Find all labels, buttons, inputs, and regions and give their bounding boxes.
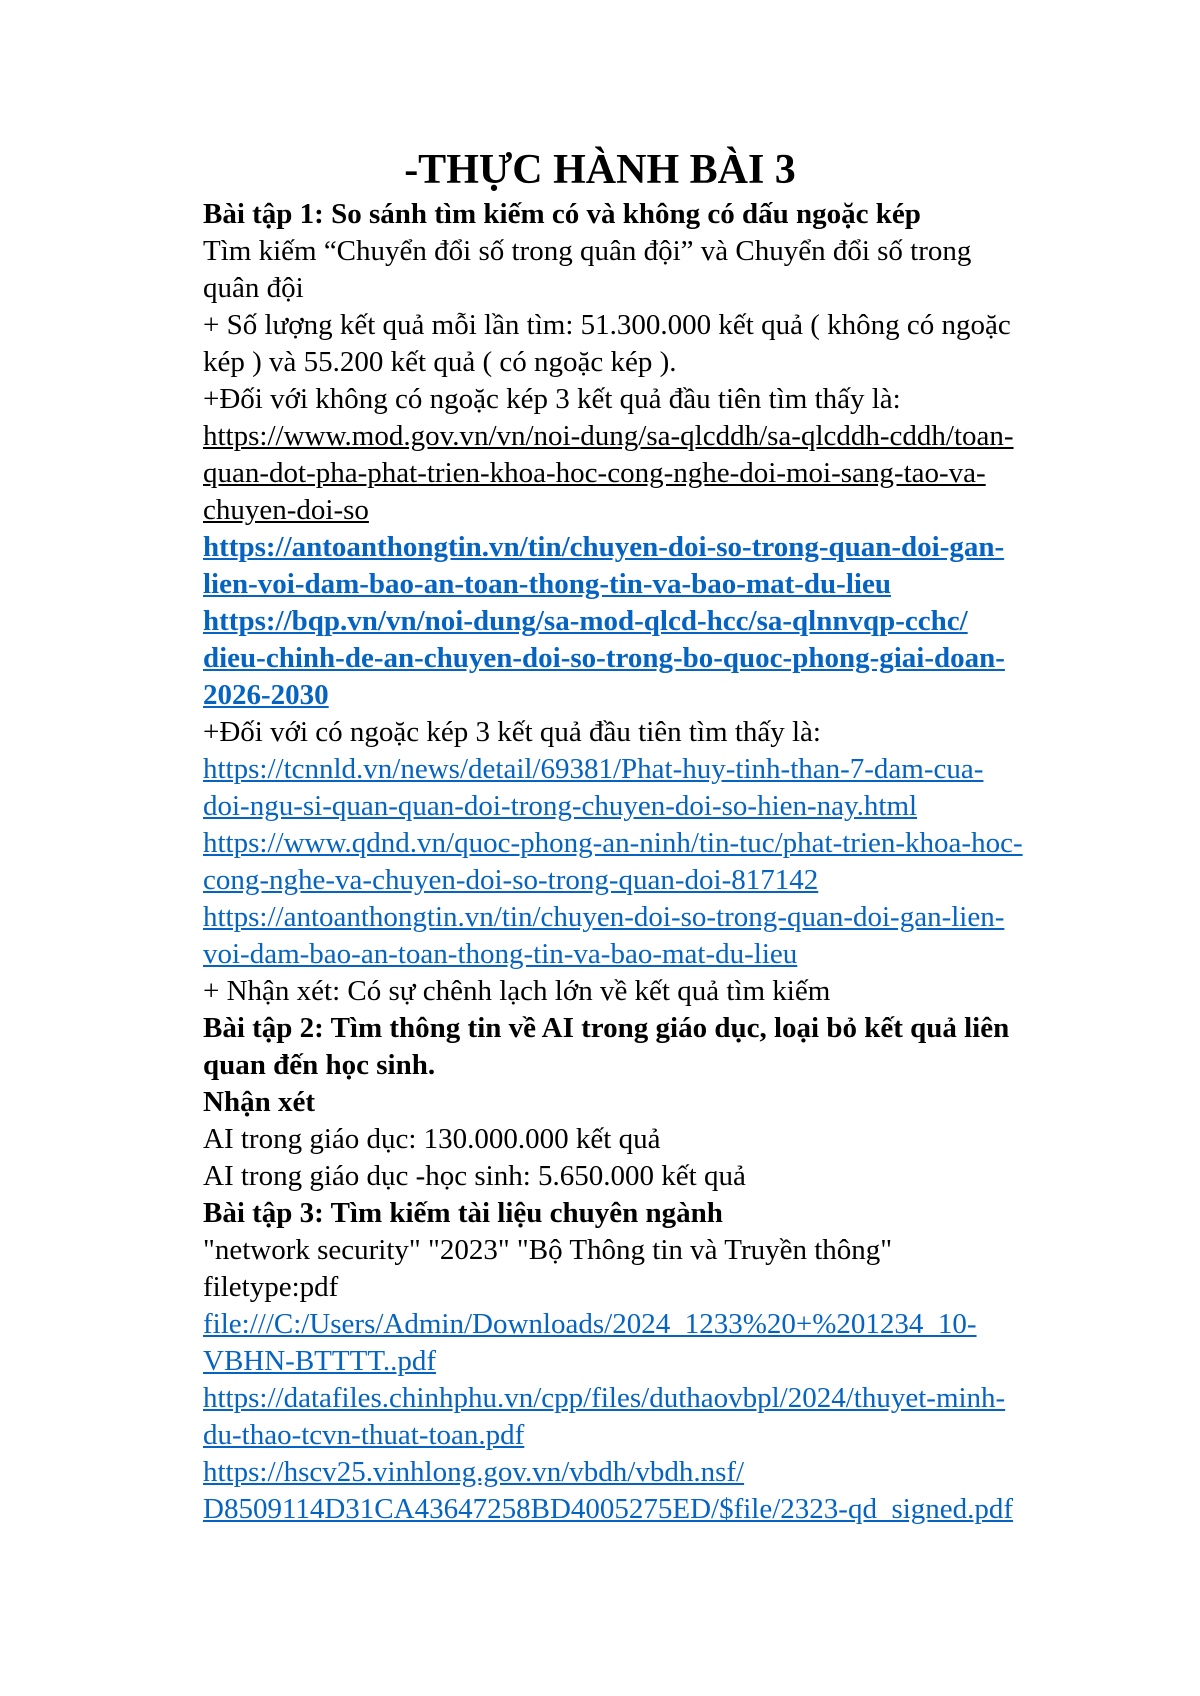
hyperlink-line[interactable]: 2026-2030 bbox=[203, 679, 329, 711]
text-line: + Nhận xét: Có sự chênh lạch lớn về kết quả tìm kiếm bbox=[203, 975, 831, 1007]
heading-line: Bài tập 2: Tìm thông tin về AI trong giáo dục, loại bỏ kết quả liên bbox=[203, 1012, 1010, 1044]
hyperlink-line[interactable]: lien-voi-dam-bao-an-toan-thong-tin-va-bao-mat-du-lieu bbox=[203, 568, 891, 600]
text-line: +Đối với không có ngoặc kép 3 kết quả đầu tiên tìm thấy là: bbox=[203, 383, 901, 415]
text-line: AI trong giáo dục: 130.000.000 kết quả bbox=[203, 1123, 661, 1155]
hyperlink-line[interactable]: du-thao-tcvn-thuat-toan.pdf bbox=[203, 1419, 525, 1451]
hyperlink-line[interactable]: cong-nghe-va-chuyen-doi-so-trong-quan-doi-817142 bbox=[203, 864, 819, 896]
text-line: quân đội bbox=[203, 272, 304, 304]
text-line: filetype:pdf bbox=[203, 1271, 339, 1303]
hyperlink-line[interactable]: https://hscv25.vinhlong.gov.vn/vbdh/vbdh.nsf/ bbox=[203, 1456, 745, 1488]
hyperlink-line[interactable]: quan-dot-pha-phat-trien-khoa-hoc-cong-nghe-doi-moi-sang-tao-va- bbox=[203, 457, 986, 489]
document-body bbox=[203, 196, 1153, 1528]
hyperlink-line[interactable]: https://antoanthongtin.vn/tin/chuyen-doi-so-trong-quan-doi-gan- bbox=[203, 531, 1005, 563]
hyperlink-line[interactable]: VBHN-BTTTT..pdf bbox=[203, 1345, 437, 1377]
hyperlink-line[interactable]: https://tcnnld.vn/news/detail/69381/Phat-huy-tinh-than-7-dam-cua- bbox=[203, 753, 984, 785]
hyperlink-line[interactable]: dieu-chinh-de-an-chuyen-doi-so-trong-bo-quoc-phong-giai-doan- bbox=[203, 642, 1005, 674]
heading-line: quan đến học sinh. bbox=[203, 1049, 436, 1081]
hyperlink-line[interactable]: D8509114D31CA43647258BD4005275ED/$file/2323-qd_signed.pdf bbox=[203, 1493, 1014, 1525]
text-line: + Số lượng kết quả mỗi lần tìm: 51.300.000 kết quả ( không có ngoặc bbox=[203, 309, 1011, 341]
hyperlink-line[interactable]: https://bqp.vn/vn/noi-dung/sa-mod-qlcd-hcc/sa-qlnnvqp-cchc/ bbox=[203, 605, 968, 637]
text-line: "network security" "2023" "Bộ Thông tin và Truyền thông" bbox=[203, 1234, 893, 1266]
text-line: AI trong giáo dục -học sinh: 5.650.000 kết quả bbox=[203, 1160, 746, 1192]
hyperlink-line[interactable]: https://antoanthongtin.vn/tin/chuyen-doi-so-trong-quan-doi-gan-lien- bbox=[203, 901, 1005, 933]
document-title: -THỰC HÀNH BÀI 3 bbox=[404, 147, 796, 193]
hyperlink-line[interactable]: chuyen-doi-so bbox=[203, 494, 369, 526]
hyperlink-line[interactable]: file:///C:/Users/Admin/Downloads/2024_1233%20+%201234_10- bbox=[203, 1308, 977, 1340]
text-line: kép ) và 55.200 kết quả ( có ngoặc kép ). bbox=[203, 346, 677, 378]
hyperlink-line[interactable]: https://datafiles.chinhphu.vn/cpp/files/duthaovbpl/2024/thuyet-minh- bbox=[203, 1382, 1006, 1414]
heading-line: Nhận xét bbox=[203, 1086, 315, 1118]
text-line: +Đối với có ngoặc kép 3 kết quả đầu tiên tìm thấy là: bbox=[203, 716, 821, 748]
hyperlink-line[interactable]: https://www.qdnd.vn/quoc-phong-an-ninh/tin-tuc/phat-trien-khoa-hoc- bbox=[203, 827, 1023, 859]
hyperlink-line[interactable]: https://www.mod.gov.vn/vn/noi-dung/sa-qlcddh/sa-qlcddh-cddh/toan- bbox=[203, 420, 1014, 452]
hyperlink-line[interactable]: doi-ngu-si-quan-quan-doi-trong-chuyen-doi-so-hien-nay.html bbox=[203, 790, 918, 822]
heading-line: Bài tập 1: So sánh tìm kiếm có và không có dấu ngoặc kép bbox=[203, 198, 921, 230]
heading-line: Bài tập 3: Tìm kiếm tài liệu chuyên ngành bbox=[203, 1197, 723, 1229]
text-line: Tìm kiếm “Chuyển đổi số trong quân đội” và Chuyển đổi số trong bbox=[203, 235, 972, 267]
hyperlink-line[interactable]: voi-dam-bao-an-toan-thong-tin-va-bao-mat-du-lieu bbox=[203, 938, 798, 970]
